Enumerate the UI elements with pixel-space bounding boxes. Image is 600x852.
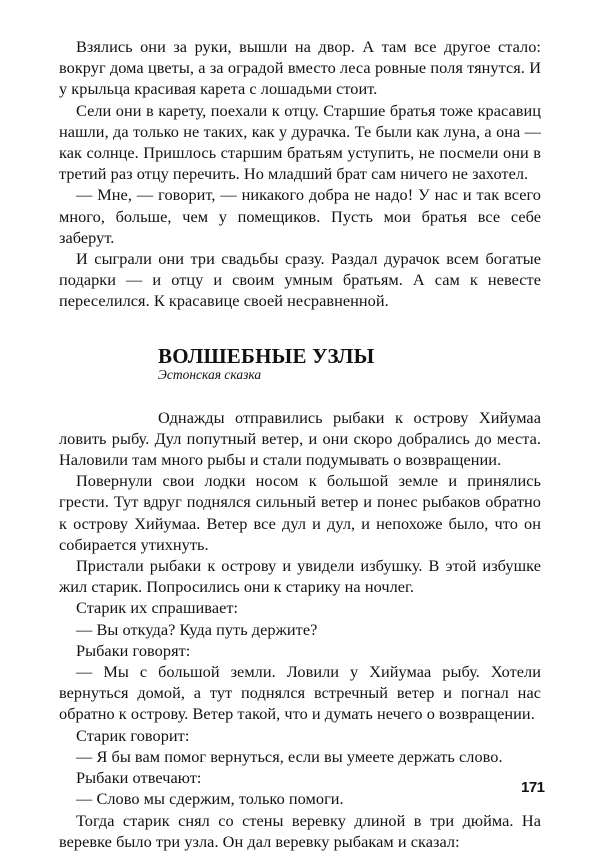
- paragraph: Рыбаки отвечают:: [76, 768, 202, 788]
- paragraph: Тогда старик снял со стены веревку длиной в три дюйма. На веревке было три узла. Он дал веревку рыбакам и сказал:: [59, 810, 541, 851]
- page-number: 171: [521, 779, 545, 796]
- paragraph: И сыграли они три свадьбы сразу. Раздал дурачок всем богатые подарки — и отцу и своим умным братьям. А сам к невесте переселился. К красавице своей несравненной.: [59, 249, 541, 311]
- paragraph: Повернули свои лодки носом к большой земле и принялись грести. Тут вдруг поднялся сильный ветер и понес рыбаков обратно к острову Хийумаа. Ветер все дул и дул, и непохоже было, что он собирается утихнуть.: [59, 471, 541, 554]
- previous-story-ending: [59, 36, 541, 312]
- paragraph: Старик их спрашивает:: [76, 598, 239, 618]
- paragraph: Однажды отправились рыбаки к острову Хийумаа ловить рыбу. Дул попутный ветер, и они скоро добрались до места. Наловили там много рыбы и стали подумывать о возвращении.: [59, 407, 541, 470]
- story-subtitle: Эстонская сказка: [158, 366, 262, 382]
- section-spacer: [59, 312, 541, 345]
- paragraph: Рыбаки говорят:: [76, 640, 191, 660]
- paragraph: Взялись они за руки, вышли на двор. А там все другое стало: вокруг дома цветы, а за оградой вместо леса ровные поля тянутся. И у крыльца красивая карета с лошадьми стоит.: [59, 37, 541, 99]
- heading-spacer: [59, 382, 541, 407]
- paragraph: — Слово мы сдержим, только помоги.: [76, 789, 344, 809]
- story-title: ВОЛШЕБНЫЕ УЗЛЫ: [158, 343, 375, 368]
- story-magic-knots: [59, 345, 541, 852]
- paragraph: — Мы с большой земли. Ловили у Хийумаа рыбу. Хотели вернуться домой, а тут поднялся встречный ветер и погнал нас обратно к острову. Ветер такой, что и думать нечего о возвращении.: [59, 662, 541, 724]
- paragraph: Сели они в карету, поехали к отцу. Старшие братья тоже красавиц нашли, да только не таких, как у дурачка. Те были как луна, а она — как солнце. Пришлось старшим братьям уступить, не посмели они в третий раз отцу перечить. Но младший брат сам ничего не захотел.: [59, 100, 541, 184]
- story-heading: [158, 345, 541, 382]
- book-page: [59, 36, 541, 852]
- paragraph: — Мне, — говорит, — никакого добра не надо! У нас и так всего много, больше, чем у помещиков. Пусть мои братья все себе заберут.: [59, 185, 541, 247]
- paragraph: Пристали рыбаки к острову и увидели избушку. В этой избушке жил старик. Попросились они к старику на ночлег.: [59, 556, 541, 597]
- paragraph: — Вы откуда? Куда путь держите?: [76, 619, 318, 639]
- paragraph: — Я бы вам помог вернуться, если вы умеете держать слово.: [76, 746, 503, 766]
- paragraph: Старик говорит:: [76, 725, 190, 745]
